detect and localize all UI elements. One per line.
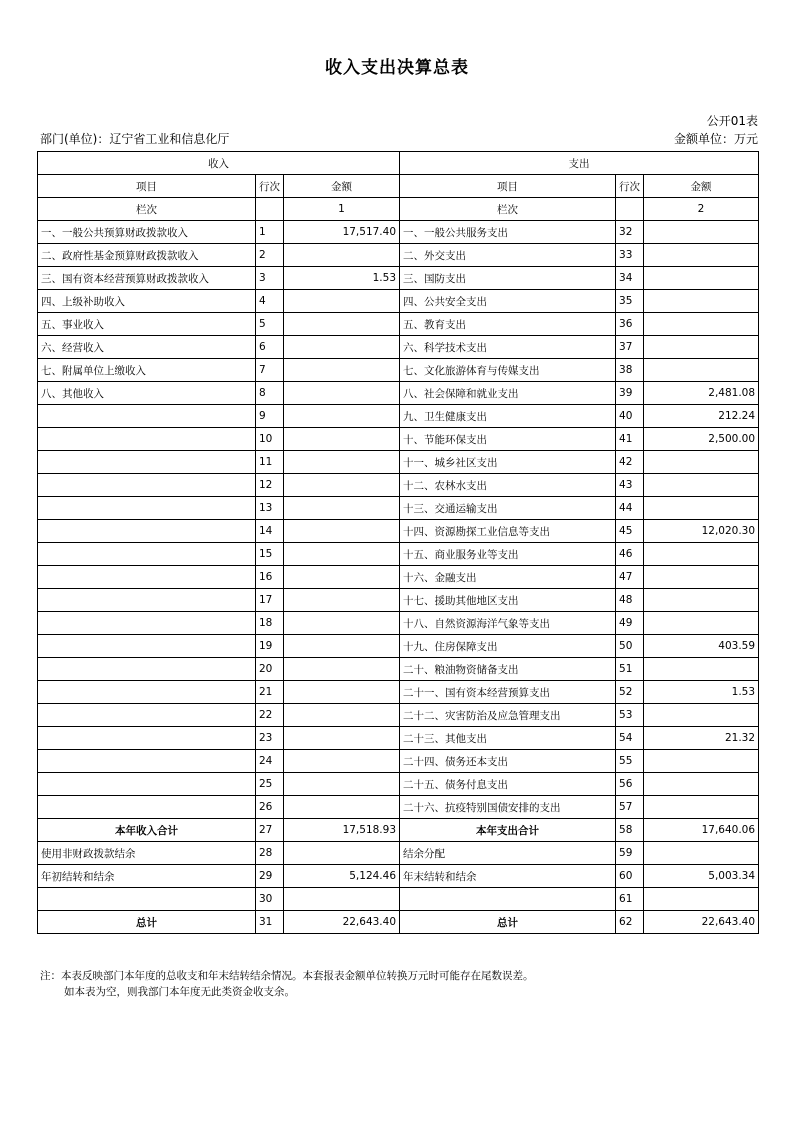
- income-row-no-cell: 22: [256, 704, 284, 727]
- expense-amount-cell: [644, 888, 759, 911]
- income-amount-cell: [284, 382, 400, 405]
- income-row-no-cell: 23: [256, 727, 284, 750]
- expense-row-no-cell: 35: [616, 290, 644, 313]
- expense-section-header: 支出: [400, 152, 759, 175]
- income-item-cell: [38, 750, 256, 773]
- income-row-no-cell: 9: [256, 405, 284, 428]
- expense-row-no-cell: 49: [616, 612, 644, 635]
- income-item-cell: [38, 566, 256, 589]
- income-row-no-cell: 4: [256, 290, 284, 313]
- expense-amount-cell: [644, 313, 759, 336]
- table-row: [38, 290, 759, 313]
- income-amount-cell: [284, 773, 400, 796]
- income-row-no-cell: 6: [256, 336, 284, 359]
- income-row-no-cell: 20: [256, 658, 284, 681]
- expense-row-no-cell: 48: [616, 589, 644, 612]
- expense-amount-cell: [644, 842, 759, 865]
- income-row-no-cell: 24: [256, 750, 284, 773]
- income-row-no-cell: 3: [256, 267, 284, 290]
- income-item-cell: 八、其他收入: [38, 382, 256, 405]
- table-row: [38, 681, 759, 704]
- table-body: [38, 152, 759, 934]
- income-amount-cell: [284, 681, 400, 704]
- income-amount-cell: [284, 842, 400, 865]
- table-row: [38, 405, 759, 428]
- expense-amount-cell: [644, 750, 759, 773]
- income-amount-cell: 5,124.46: [284, 865, 400, 888]
- table-row: [38, 566, 759, 589]
- income-item-cell: [38, 428, 256, 451]
- expense-row-no-cell: 32: [616, 221, 644, 244]
- expense-row-no-cell: 45: [616, 520, 644, 543]
- expense-item-cell: 三、国防支出: [400, 267, 616, 290]
- expense-amount-cell: [644, 658, 759, 681]
- expense-amount-cell: [644, 474, 759, 497]
- income-amount-cell: [284, 796, 400, 819]
- form-number: 公开01表: [706, 114, 758, 128]
- income-amount-header: 金额: [284, 175, 400, 198]
- income-row-no-cell: 17: [256, 589, 284, 612]
- expense-item-cell: 十三、交通运输支出: [400, 497, 616, 520]
- income-item-cell: [38, 474, 256, 497]
- income-expense-table: [37, 151, 759, 934]
- income-amount-cell: [284, 704, 400, 727]
- income-amount-cell: [284, 451, 400, 474]
- income-row-no-cell: 16: [256, 566, 284, 589]
- expense-item-cell: 十九、住房保障支出: [400, 635, 616, 658]
- expense-amount-cell: 403.59: [644, 635, 759, 658]
- income-row-no-header: 行次: [256, 175, 284, 198]
- income-amount-cell: [284, 750, 400, 773]
- income-amount-cell: 1.53: [284, 267, 400, 290]
- table-row: [38, 520, 759, 543]
- income-item-cell: 六、经营收入: [38, 336, 256, 359]
- expense-amount-cell: 5,003.34: [644, 865, 759, 888]
- income-row-no-cell: 7: [256, 359, 284, 382]
- expense-amount-cell: 12,020.30: [644, 520, 759, 543]
- expense-amount-cell: [644, 612, 759, 635]
- expense-lanci-blank: [616, 198, 644, 221]
- income-item-cell: 四、上级补助收入: [38, 290, 256, 313]
- expense-item-cell: 二十五、债务付息支出: [400, 773, 616, 796]
- expense-amount-cell: [644, 566, 759, 589]
- table-row: [38, 750, 759, 773]
- expense-item-cell: 二十、粮油物资储备支出: [400, 658, 616, 681]
- income-amount-cell: [284, 313, 400, 336]
- income-item-cell: [38, 451, 256, 474]
- expense-row-no-cell: 55: [616, 750, 644, 773]
- expense-item-cell: [400, 888, 616, 911]
- expense-row-no-cell: 53: [616, 704, 644, 727]
- expense-row-no-cell: 57: [616, 796, 644, 819]
- income-amount-cell: [284, 497, 400, 520]
- expense-item-cell: 一、一般公共服务支出: [400, 221, 616, 244]
- expense-row-no-cell: 36: [616, 313, 644, 336]
- expense-item-cell: 十、节能环保支出: [400, 428, 616, 451]
- table-row: [38, 336, 759, 359]
- table-row: [38, 727, 759, 750]
- income-item-cell: [38, 681, 256, 704]
- income-amount-cell: [284, 520, 400, 543]
- expense-row-no-cell: 59: [616, 842, 644, 865]
- income-row-no-cell: 12: [256, 474, 284, 497]
- income-row-no-cell: 8: [256, 382, 284, 405]
- income-item-cell: 使用非财政拨款结余: [38, 842, 256, 865]
- table-row: [38, 543, 759, 566]
- expense-row-no-cell: 58: [616, 819, 644, 842]
- note-line-2: 如本表为空，则我部门本年度无此类资金收支余。: [64, 986, 295, 998]
- expense-amount-cell: [644, 359, 759, 382]
- income-row-no-cell: 15: [256, 543, 284, 566]
- income-item-cell: [38, 405, 256, 428]
- expense-item-cell: 九、卫生健康支出: [400, 405, 616, 428]
- income-item-cell: [38, 796, 256, 819]
- table-row: [38, 911, 759, 934]
- table-row: [38, 888, 759, 911]
- income-row-no-cell: 2: [256, 244, 284, 267]
- income-lanci-label: 栏次: [38, 198, 256, 221]
- expense-lanci-label: 栏次: [400, 198, 616, 221]
- expense-item-cell: 二十一、国有资本经营预算支出: [400, 681, 616, 704]
- expense-item-header: 项目: [400, 175, 616, 198]
- table-row: [38, 382, 759, 405]
- income-item-cell: [38, 589, 256, 612]
- expense-amount-cell: [644, 497, 759, 520]
- department-label: 部门(单位)：辽宁省工业和信息化厅: [40, 132, 230, 146]
- expense-item-cell: 年末结转和结余: [400, 865, 616, 888]
- income-item-cell: 五、事业收入: [38, 313, 256, 336]
- table-row: [38, 796, 759, 819]
- expense-amount-cell: [644, 589, 759, 612]
- table-row: [38, 221, 759, 244]
- table-row: [38, 244, 759, 267]
- expense-item-cell: 十六、金融支出: [400, 566, 616, 589]
- expense-amount-cell: [644, 704, 759, 727]
- income-row-no-cell: 19: [256, 635, 284, 658]
- income-item-cell: [38, 727, 256, 750]
- income-row-no-cell: 10: [256, 428, 284, 451]
- expense-item-cell: 二十六、抗疫特别国债安排的支出: [400, 796, 616, 819]
- expense-row-no-cell: 33: [616, 244, 644, 267]
- income-amount-cell: 17,518.93: [284, 819, 400, 842]
- expense-row-no-cell: 54: [616, 727, 644, 750]
- expense-item-cell: 本年支出合计: [400, 819, 616, 842]
- income-row-no-cell: 13: [256, 497, 284, 520]
- expense-row-no-cell: 42: [616, 451, 644, 474]
- income-lanci-number: 1: [284, 198, 400, 221]
- expense-amount-header: 金额: [644, 175, 759, 198]
- income-amount-cell: [284, 290, 400, 313]
- expense-item-cell: 二十二、灾害防治及应急管理支出: [400, 704, 616, 727]
- expense-amount-cell: 2,481.08: [644, 382, 759, 405]
- income-row-no-cell: 31: [256, 911, 284, 934]
- income-amount-cell: [284, 405, 400, 428]
- expense-amount-cell: [644, 451, 759, 474]
- income-row-no-cell: 29: [256, 865, 284, 888]
- expense-row-no-cell: 52: [616, 681, 644, 704]
- expense-row-no-cell: 47: [616, 566, 644, 589]
- income-amount-cell: [284, 589, 400, 612]
- expense-row-no-cell: 61: [616, 888, 644, 911]
- expense-amount-cell: [644, 543, 759, 566]
- income-item-cell: 一、一般公共预算财政拨款收入: [38, 221, 256, 244]
- income-lanci-blank: [256, 198, 284, 221]
- income-item-cell: 年初结转和结余: [38, 865, 256, 888]
- table-row: [38, 313, 759, 336]
- expense-item-cell: 六、科学技术支出: [400, 336, 616, 359]
- expense-row-no-cell: 37: [616, 336, 644, 359]
- header-columns-row: [38, 175, 759, 198]
- expense-row-no-cell: 43: [616, 474, 644, 497]
- expense-item-cell: 七、文化旅游体育与传媒支出: [400, 359, 616, 382]
- income-item-cell: [38, 497, 256, 520]
- table-row: [38, 865, 759, 888]
- table-row: [38, 704, 759, 727]
- expense-item-cell: 五、教育支出: [400, 313, 616, 336]
- expense-row-no-cell: 41: [616, 428, 644, 451]
- income-row-no-cell: 26: [256, 796, 284, 819]
- expense-row-no-cell: 40: [616, 405, 644, 428]
- income-amount-cell: [284, 428, 400, 451]
- expense-item-cell: 四、公共安全支出: [400, 290, 616, 313]
- expense-amount-cell: [644, 290, 759, 313]
- expense-row-no-cell: 50: [616, 635, 644, 658]
- table-row: [38, 267, 759, 290]
- income-amount-cell: [284, 566, 400, 589]
- expense-item-cell: 总计: [400, 911, 616, 934]
- income-amount-cell: [284, 727, 400, 750]
- expense-amount-cell: 2,500.00: [644, 428, 759, 451]
- expense-amount-cell: [644, 244, 759, 267]
- table-row: [38, 589, 759, 612]
- income-item-cell: [38, 612, 256, 635]
- income-item-cell: [38, 704, 256, 727]
- table-row: [38, 842, 759, 865]
- income-amount-cell: 17,517.40: [284, 221, 400, 244]
- income-row-no-cell: 28: [256, 842, 284, 865]
- expense-amount-cell: [644, 221, 759, 244]
- table-row: [38, 773, 759, 796]
- income-row-no-cell: 5: [256, 313, 284, 336]
- expense-row-no-cell: 38: [616, 359, 644, 382]
- expense-amount-cell: 17,640.06: [644, 819, 759, 842]
- income-row-no-cell: 18: [256, 612, 284, 635]
- income-amount-cell: [284, 888, 400, 911]
- income-item-cell: [38, 773, 256, 796]
- expense-amount-cell: 212.24: [644, 405, 759, 428]
- header-section-row: [38, 152, 759, 175]
- expense-item-cell: 十四、资源勘探工业信息等支出: [400, 520, 616, 543]
- expense-item-cell: 八、社会保障和就业支出: [400, 382, 616, 405]
- note-line-1: 注：本表反映部门本年度的总收支和年末结转结余情况。本套报表金额单位转换万元时可能存在尾数误差。: [40, 970, 534, 982]
- expense-item-cell: 十五、商业服务业等支出: [400, 543, 616, 566]
- notes: [40, 968, 534, 1000]
- income-amount-cell: [284, 359, 400, 382]
- income-item-cell: [38, 520, 256, 543]
- income-item-cell: 三、国有资本经营预算财政拨款收入: [38, 267, 256, 290]
- income-amount-cell: [284, 474, 400, 497]
- income-item-cell: 本年收入合计: [38, 819, 256, 842]
- expense-item-cell: 二十四、债务还本支出: [400, 750, 616, 773]
- amount-unit-label: 金额单位：万元: [673, 132, 758, 146]
- expense-item-cell: 十七、援助其他地区支出: [400, 589, 616, 612]
- table-row: [38, 428, 759, 451]
- expense-item-cell: 二、外交支出: [400, 244, 616, 267]
- expense-row-no-cell: 39: [616, 382, 644, 405]
- expense-item-cell: 十一、城乡社区支出: [400, 451, 616, 474]
- expense-amount-cell: 1.53: [644, 681, 759, 704]
- expense-row-no-cell: 56: [616, 773, 644, 796]
- expense-item-cell: 十八、自然资源海洋气象等支出: [400, 612, 616, 635]
- expense-lanci-number: 2: [644, 198, 759, 221]
- expense-row-no-cell: 46: [616, 543, 644, 566]
- income-amount-cell: [284, 543, 400, 566]
- income-item-cell: [38, 888, 256, 911]
- income-item-cell: [38, 658, 256, 681]
- table-row: [38, 451, 759, 474]
- income-amount-cell: 22,643.40: [284, 911, 400, 934]
- income-amount-cell: [284, 658, 400, 681]
- table-row: [38, 474, 759, 497]
- expense-row-no-cell: 34: [616, 267, 644, 290]
- header-lanci-row: [38, 198, 759, 221]
- table-row: [38, 819, 759, 842]
- expense-row-no-cell: 62: [616, 911, 644, 934]
- table-row: [38, 612, 759, 635]
- table-row: [38, 359, 759, 382]
- table-row: [38, 497, 759, 520]
- income-item-cell: 二、政府性基金预算财政拨款收入: [38, 244, 256, 267]
- income-row-no-cell: 27: [256, 819, 284, 842]
- expense-amount-cell: [644, 796, 759, 819]
- income-item-cell: [38, 635, 256, 658]
- income-section-header: 收入: [38, 152, 400, 175]
- table-row: [38, 635, 759, 658]
- expense-amount-cell: [644, 336, 759, 359]
- income-item-cell: 七、附属单位上缴收入: [38, 359, 256, 382]
- expense-row-no-cell: 60: [616, 865, 644, 888]
- expense-item-cell: 十二、农林水支出: [400, 474, 616, 497]
- expense-row-no-cell: 51: [616, 658, 644, 681]
- expense-amount-cell: [644, 773, 759, 796]
- table-row: [38, 658, 759, 681]
- page-title: 收入支出决算总表: [325, 58, 469, 78]
- expense-item-cell: 结余分配: [400, 842, 616, 865]
- expense-amount-cell: 21.32: [644, 727, 759, 750]
- income-row-no-cell: 11: [256, 451, 284, 474]
- income-amount-cell: [284, 635, 400, 658]
- income-row-no-cell: 14: [256, 520, 284, 543]
- expense-item-cell: 二十三、其他支出: [400, 727, 616, 750]
- income-row-no-cell: 21: [256, 681, 284, 704]
- expense-amount-cell: 22,643.40: [644, 911, 759, 934]
- expense-row-no-cell: 44: [616, 497, 644, 520]
- income-row-no-cell: 1: [256, 221, 284, 244]
- income-item-cell: 总计: [38, 911, 256, 934]
- income-amount-cell: [284, 336, 400, 359]
- income-amount-cell: [284, 612, 400, 635]
- expense-amount-cell: [644, 267, 759, 290]
- income-row-no-cell: 25: [256, 773, 284, 796]
- expense-row-no-header: 行次: [616, 175, 644, 198]
- income-item-header: 项目: [38, 175, 256, 198]
- income-row-no-cell: 30: [256, 888, 284, 911]
- income-amount-cell: [284, 244, 400, 267]
- income-item-cell: [38, 543, 256, 566]
